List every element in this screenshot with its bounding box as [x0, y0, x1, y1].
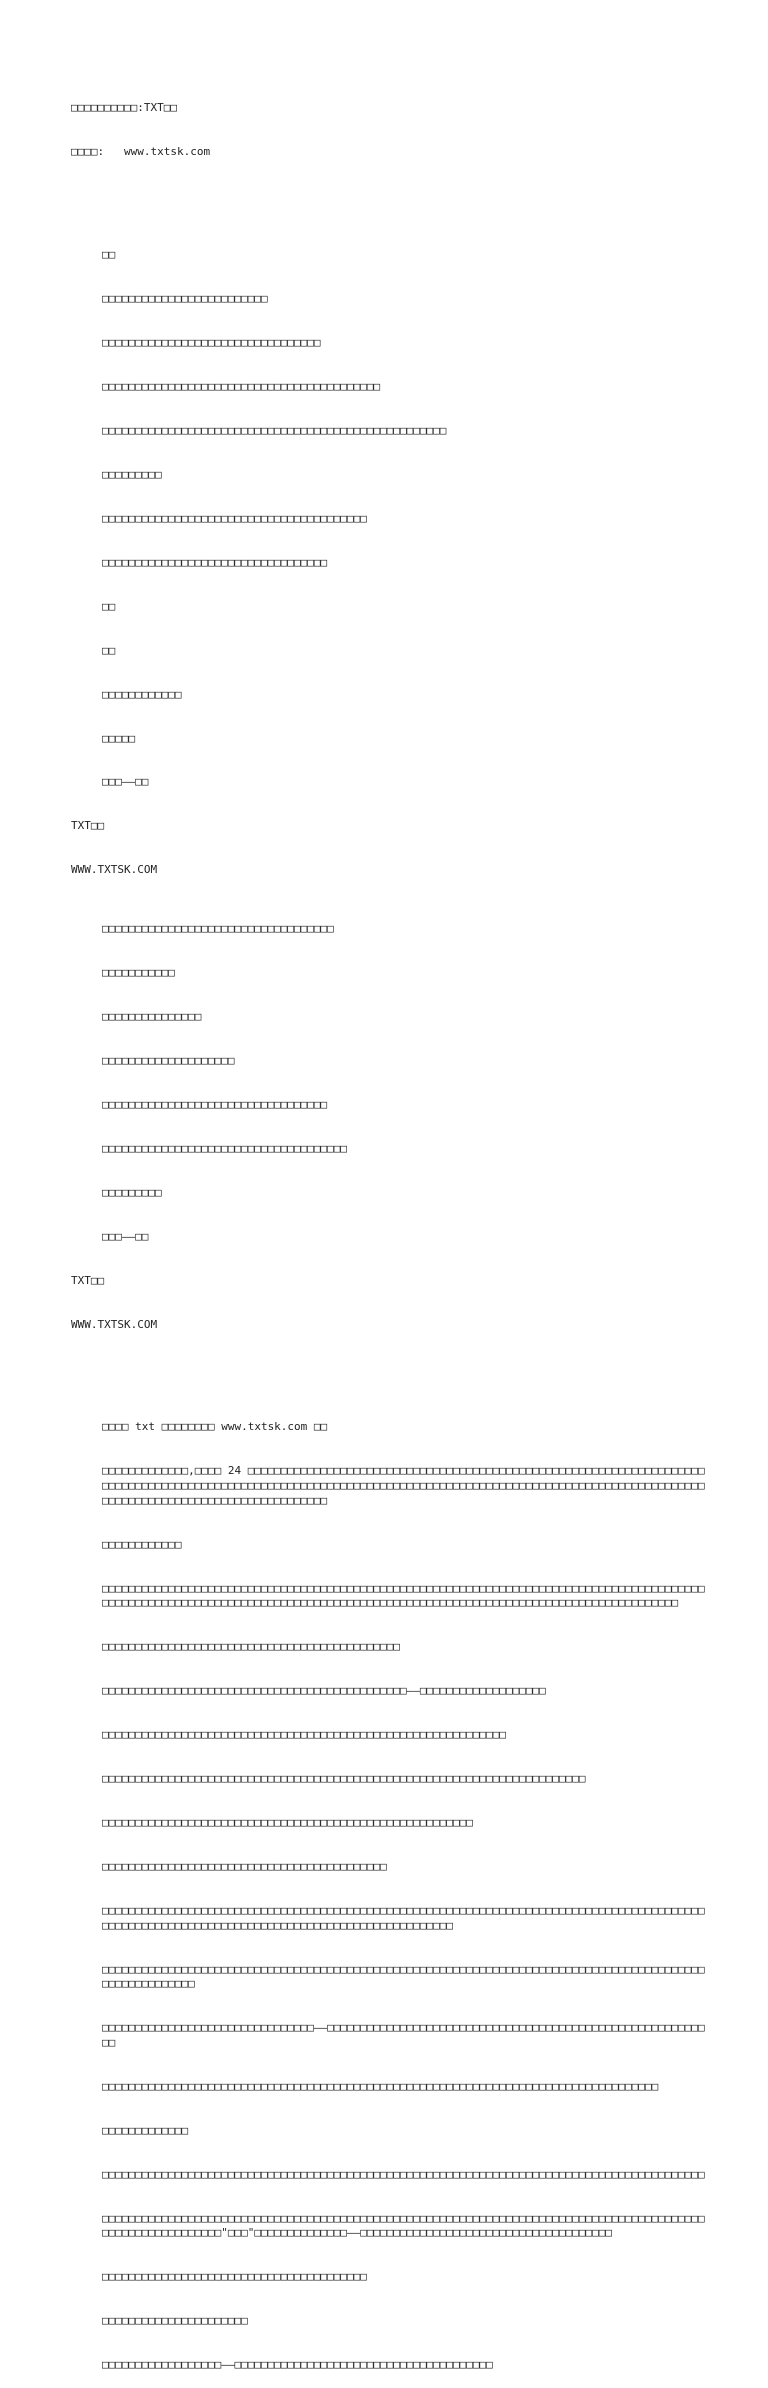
paragraph: □□□□□□□□□□□□□□□□□□□□□□□□□□□□□□□□□□□□□□□□□□□□□□□□□□□□□□□□□□□□□□□□□□□□□□□□□	[102, 1772, 586, 1786]
paragraph: □□□□□□□□□□□□□□□□□□□□□□	[102, 2314, 248, 2328]
block1-line: □□	[102, 247, 116, 261]
paragraph: □□□□□□□□□□□□□□□□□□□□□□□□□□□□□□□□□□□□□□□□□□□□□□□□□□□□□□□□□□□□□□□□□□□□□□□□□□□□□□□□□□□□□□□□□□□□□□□□□□□□□□□□□□□□□□□□□□□□□□□□□□□□□□□□□□□□□□□□□□□□□□□□	[102, 1904, 705, 1932]
paragraph: □□□□□□□□□□□□	[102, 1537, 182, 1551]
block1-line: □□	[102, 599, 116, 613]
paragraph: □□□□□□□□□□□□□□□□□□□□□□□□□□□□□□□□□□□□□□□□□□□□□□□□□□□□□□□□□□□□□□□□□□□□□□□□□□□□□□□□□□□□□□□□□□□	[102, 2167, 705, 2181]
block2-line: □□□□□□□□□□□□□□□□□□□□□□□□□□□□□□□□□□	[102, 1097, 328, 1111]
block1-line: □□□□□□□□□□□□□□□□□□□□□□□□□□□□□□□□□□□□□□□□□□	[102, 379, 381, 393]
paragraph: □□□□□□□□□□□□□□□□□□□□□□□□□□□□□□□□□□□□□□□□	[102, 2270, 367, 2284]
paragraph: □□□□□□□□□□□□□□□□□□□□□□□□□□□□□□□□□□□□□□□□□□□□□□□□□□□□□□□□□□□□□□□□□□□□□□□□□□□□□□□□□□□□	[102, 2079, 659, 2093]
header-line-2: □□□□: www.txtsk.com	[71, 145, 211, 159]
block1-line: □□□——□□	[102, 775, 149, 789]
paragraph: □□□□□□□□□□□□□	[102, 2123, 189, 2137]
paragraph: □□□□□□□□□□□□□□□□□□——□□□□□□□□□□□□□□□□□□□□□□□□□□□□□□□□□□□□□□□	[102, 2358, 493, 2372]
document-text	[71, 72, 711, 2388]
block1-line: □□□□□□□□□□□□□□□□□□□□□□□□□□□□□□□□□□	[102, 555, 328, 569]
block2-footer-2: WWW.TXTSK.COM	[71, 1317, 158, 1331]
block1-footer-2: WWW.TXTSK.COM	[71, 863, 158, 877]
paragraph: □□□□□□□□□□□□□□□□□□□□□□□□□□□□□□□□□□□□□□□□□□□□□□□□□□□□□□□□	[102, 1816, 473, 1830]
header-line-1: □□□□□□□□□□:TXT□□	[71, 101, 177, 115]
paragraph: □□□□ txt □□□□□□□□ www.txtsk.com □□	[102, 1420, 328, 1434]
paragraph: □□□□□□□□□□□□□□□□□□□□□□□□□□□□□□□□□□□□□□□□□□□□□	[102, 1640, 401, 1654]
block1-line: □□□□□□□□□□□□□□□□□□□□□□□□□□□□□□□□□	[102, 335, 321, 349]
block2-line: □□□□□□□□□□□	[102, 966, 175, 980]
block1-line: □□□□□□□□□□□□□□□□□□□□□□□□□□□□□□□□□□□□□□□□□□□□□□□□□□□□	[102, 423, 447, 437]
block1-line: □□□□□□□□□□□□□□□□□□□□□□□□□	[102, 291, 268, 305]
block1-line: □□□□□□□□□	[102, 467, 162, 481]
block2-line: □□□□□□□□□□□□□□□□□□□□□□□□□□□□□□□□□□□	[102, 922, 334, 936]
paragraph: □□□□□□□□□□□□□□□□□□□□□□□□□□□□□□□□□□□□□□□□□□□□□□□□□□□□□□□□□□□□□□□□□□□□□□□□□□□□□□□□□□□□□□□□□□□□□□□□□□□□□□□□□□□□□"□□□"□□□□□□□□□□□□□□——□□□□□□□□□□□□□□□□□□□□□□□□□□□□□□□□□□□□□□	[102, 2211, 705, 2240]
block2-line: □□□□□□□□□□□□□□□	[102, 1009, 202, 1023]
block2-line: □□□——□□	[102, 1229, 149, 1243]
block1-footer-1: TXT□□	[71, 819, 105, 833]
block1-line: □□□□□	[102, 731, 136, 745]
paragraph: □□□□□□□□□□□□□□□□□□□□□□□□□□□□□□□□□□□□□□□□□□□□□□□□□□□□□□□□□□□□□	[102, 1728, 506, 1742]
paragraph: □□□□□□□□□□□□□□□□□□□□□□□□□□□□□□□□□□□□□□□□□□□□□□□□□□□□□□□□□□□□□□□□□□□□□□□□□□□□□□□□□□□□□□□□□□□□□□□□□□□□□□□□□	[102, 1962, 705, 1991]
paragraph: □□□□□□□□□□□□□□□□□□□□□□□□□□□□□□□□——□□□□□□□□□□□□□□□□□□□□□□□□□□□□□□□□□□□□□□□□□□□□□□□□□□□□□□□□□□□	[102, 2021, 705, 2049]
block1-line: □□□□□□□□□□□□□□□□□□□□□□□□□□□□□□□□□□□□□□□□	[102, 511, 367, 525]
block2-line: □□□□□□□□□□□□□□□□□□□□□□□□□□□□□□□□□□□□□	[102, 1141, 348, 1155]
paragraph: □□□□□□□□□□□□□,□□□□ 24 □□□□□□□□□□□□□□□□□□□□□□□□□□□□□□□□□□□□□□□□□□□□□□□□□□□□□□□□□□□□□□□□□□□□□□□□□□□□□□□□□□□□□□□□□□□□□□□□□□□□□□□□□□□□□□□□□□□□□□□□□□□□□□□□□□□□□□□□□□□□□□□□□□□□□□□□□□□□□□□□□□□□□□□□□□□□□□□□□□□□□□□□□□□□□□□□□□	[102, 1464, 705, 1507]
paragraph: □□□□□□□□□□□□□□□□□□□□□□□□□□□□□□□□□□□□□□□□□□□	[102, 1860, 387, 1874]
block2-line: □□□□□□□□□□□□□□□□□□□□	[102, 1053, 235, 1067]
paragraph: □□□□□□□□□□□□□□□□□□□□□□□□□□□□□□□□□□□□□□□□□□□□□□——□□□□□□□□□□□□□□□□□□□	[102, 1684, 546, 1698]
block2-footer-1: TXT□□	[71, 1273, 105, 1287]
blank-line	[71, 189, 711, 204]
block2-line: □□□□□□□□□	[102, 1185, 162, 1199]
blank-line	[71, 1362, 711, 1377]
paragraph: □□□□□□□□□□□□□□□□□□□□□□□□□□□□□□□□□□□□□□□□□□□□□□□□□□□□□□□□□□□□□□□□□□□□□□□□□□□□□□□□□□□□□□□□□□□□□□□□□□□□□□□□□□□□□□□□□□□□□□□□□□□□□□□□□□□□□□□□□□□□□□□□□□□□□□□□□□□□□□□□□□□□□□□□□□□□□□□□□□	[102, 1581, 705, 1610]
block1-line: □□□□□□□□□□□□	[102, 687, 182, 701]
block1-line: □□	[102, 643, 116, 657]
